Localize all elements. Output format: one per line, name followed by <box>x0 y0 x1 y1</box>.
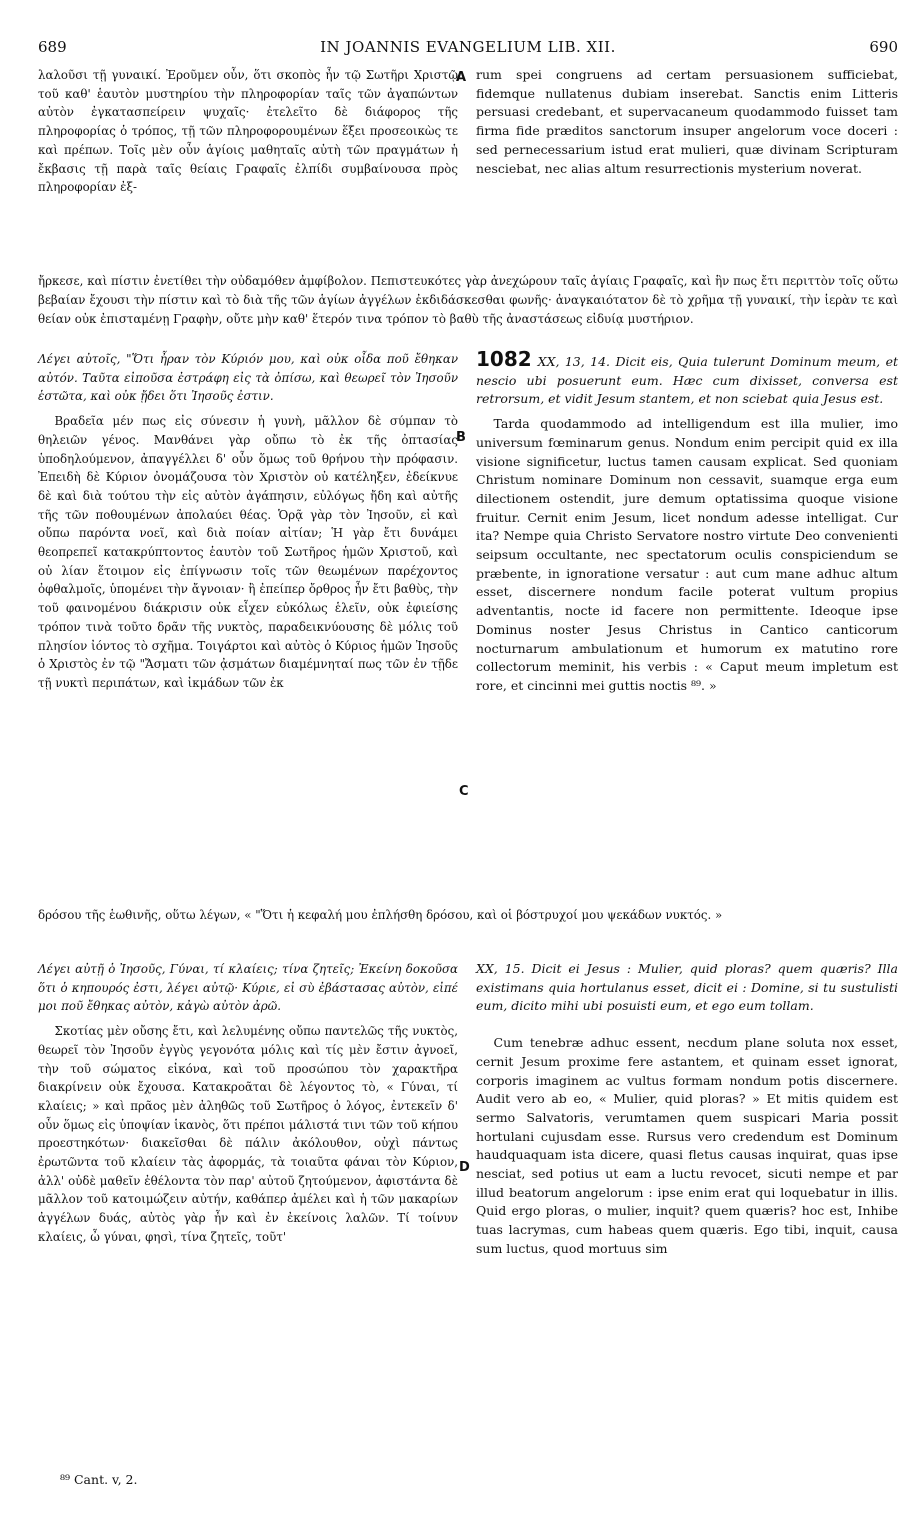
margin-mark-d: D <box>459 1160 470 1175</box>
page-number-right: 690 <box>869 38 898 56</box>
greek-paragraph: λαλοῦσι τῇ γυναικί. Ἐροῦμεν οὖν, ὅτι σκοπὸς ἦν τῷ Σωτῆρι Χριστῷ τοῦ καθ' ἑαυτὸν μυστηρίου τὴν πληροφορίαν ταῖς τῶν ἀγαπώντων αὐτὸν ἐγκατασπείρειν ψυχαῖς· ἐτελεῖτο δὲ διάφορος τῆς πληροφορίας ὁ τρόπος, τῇ τῶν πληροφορουμένων ἕξει προσεοικὼς τε καὶ πρέπων. Τοῖς μὲν οὖν ἁγίοις μαθηταῖς αὐτὴ τῶν πραγμάτων ἡ ἔκβασις τῇ παρὰ ταῖς θείαις Γραφαῖς ἐλπίδι συμβαίνουσα πρὸς πληροφορίαν ἐξ- <box>38 68 458 195</box>
running-title: IN JOANNIS EVANGELIUM LIB. XII. <box>320 38 616 56</box>
latin-commentary: Tarda quodammodo ad intelligendum est illa mulier, imo universum fœminarum genus. Nondum enim percipit quid ex illa visione significetur, luctus tamen causam explicat. Sed quoniam Christum nominare Dominum non cessavit, suamque erga eum dilectionem ostendit, jure demum optatissima quoque visione fruitur. Cernit enim Jesum, licet nondum adesse intelligat. Cur ita? Nempe quia Christo Servatore nostro virtute Deo convenienti seipsum occultante, nec spectatorum oculis conspiciendum se præbente, in ignoratione versatur : aut cum mane adhuc altum esset, discernere nondum facile poterat vultum propius adventantis, nocte id facere non permittente. Ideoque ipse Dominus noster Jesus Christus in Cantico canticorum nocturnarum ambulationum et humorum ex matutino rore collectorum meminit, his verbis : « Caput meum impletum est rore, et cincinni mei guttis noctis ⁸⁹. » <box>476 416 898 693</box>
greek-column-block3 <box>38 960 458 1247</box>
greek-commentary: Βραδεῖα μέν πως εἰς σύνεσιν ἡ γυνὴ, μᾶλλον δὲ σύμπαν τὸ θηλειῶν γένος. Μανθάνει γὰρ οὔπω τὸ ἐκ τῆς ὀπτασίας ὑποδηλούμενον, ἀπαγγέλλει δ' οὖν ὅμως τοῦ θρήνου τὴν πρόφασιν. Ἐπειδὴ δὲ Κύριον ὀνομάζουσα τὸν Χριστὸν οὐ κατέληξεν, ἐδείκνυε δὲ καὶ διὰ τούτου τὴν εἰς αὐτὸν ἀγάπησιν, εὐλόγως ἤδη καὶ αὐτῆς τῆς τῶν ποθουμένων ἀπολαύει θέας. Ὁρᾷ γὰρ τὸν Ἰησοῦν, εἰ καὶ οὔπω παρόντα νοεῖ, καὶ διὰ ποίαν αἰτίαν; Ἡ γὰρ ἔτι δυνάμει θεοπρεπεῖ κατακρύπτοντος ἑαυτὸν τοῦ Σωτῆρος ἡμῶν Χριστοῦ, καὶ οὐ λίαν ἕτοιμον εἰς ἐπίγνωσιν τοῖς τῶν θεωμένων παρέχοντος ὀφθαλμοῖς, ὑπομένει τὴν ἄγνοιαν· ἢ ἐπείπερ ὄρθρος ἦν ἔτι βαθὺς, τὴν τοῦ φαινομένου διάκρισιν οὐκ εἶχεν εὐκόλως ἑλεῖν, οὐκ ἐφιείσης τρόπον τινὰ τοῦτο δρᾶν τῆς νυκτὸς, παραδεικνύουσης δὲ μόλις τοῦ πλησίον ἰόντος τὸ σχῆμα. Τοιγάρτοι καὶ αὐτὸς ὁ Κύριος ἡμῶν Ἰησοῦς ὁ Χριστὸς ἐν τῷ "Ἄσματι τῶν ᾀσμάτων διαμέμνηταί πως τῶν ἐν τῇδε τῇ νυκτὶ περιπάτων, καὶ ἰκμάδων τῶν ἐκ <box>38 414 458 690</box>
latin-column-block1 <box>476 66 898 178</box>
latin-column-block2 <box>476 347 898 696</box>
footnote: ⁸⁹ Cant. v, 2. <box>60 1472 138 1487</box>
full-width-greek-1: ἤρκεσε, καὶ πίστιν ἐνετίθει τὴν οὐδαμόθεν ἀμφίβολον. Πεπιστευκότες γὰρ ἀνεχώρουν ταῖς ἁγίαις Γραφαῖς, καὶ ἣν πως ἔτι περιττὸν τοῖς οὕτω βεβαίαν ἔχουσι τὴν πίστιν καὶ τὸ διὰ τῆς τῶν ἁγίων ἀγγέλων ἐκδιδάσκεσθαι φωνῆς· ἀναγκαιότατον δὲ τὸ χρῆμα τῇ γυναικί, τὴν ἱερὰν τε καὶ θείαν οὐκ ἐπισταμένῃ Γραφὴν, οὔτε μὴν καθ' ἕτερόν τινα τρόπον τὸ βαθὺ τῆς ἀναστάσεως εἰδυίᾳ μυστήριον. <box>38 274 898 326</box>
margin-mark-c: C <box>459 784 469 799</box>
latin-lemma <box>476 347 898 409</box>
full-width-greek-2: δρόσου τῆς ἑωθινῆς, οὕτω λέγων, « "Ὅτι ἡ κεφαλή μου ἐπλήσθη δρόσου, καὶ οἱ βόστρυχοί μου ψεκάδων νυκτός. » <box>38 908 723 922</box>
latin-lemma-text: XX, 13, 14. Dicit eis, Quia tulerunt Dominum meum, et nescio ubi posuerunt eum. Hæc cum dixisset, conversa est retrorsum, et vidit Jesum stantem, et non sciebat quia Jesus est. <box>476 354 898 407</box>
latin-lemma: XX, 15. Dicit ei Jesus : Mulier, quid ploras? quem quæris? Illa existimans quia hortulanus esset, dicit ei : Domine, si tu sustulisti eum, dicito mihi ubi posuisti eum, et ego eum tollam. <box>476 961 898 1014</box>
margin-mark-b: B <box>456 430 466 445</box>
latin-commentary: Cum tenebræ adhuc essent, necdum plane soluta nox esset, cernit Jesum proxime fere astantem, et quinam esset ignorat, corporis imaginem ac vultus formam nondum potis discernere. Audit vero ab eo, « Mulier, quid ploras? » Et mitis quidem est sermo Salvatoris, verumtamen quem suspicari Maria possit hortulani cujusdam esse. Rursus vero credendum est Dominum haudquaquam ista dicere, quasi fletus causas inquirat, quas ipse nesciat, sed potius ut eam a luctu revocet, sicuti nempe et par illud beatorum angelorum : ipse enim erat qui loquebatur in illis. Quid ergo ploras, o mulier, inquit? quem quæris? hoc est, Inhibe tuas lacrymas, cum habeas quem quæris. Ego tibi, inquit, causa sum luctus, quod mortuus sim <box>476 1035 898 1256</box>
greek-lemma: Λέγει αὐτοῖς, "Ὅτι ἦραν τὸν Κύριόν μου, καὶ οὐκ οἶδα ποῦ ἔθηκαν αὐτόν. Ταῦτα εἰποῦσα ἐστράφη εἰς τὰ ὀπίσω, καὶ θεωρεῖ τὸν Ἰησοῦν ἑστῶτα, καὶ οὐκ ᾔδει ὅτι Ἰησοῦς ἐστιν. <box>38 352 458 404</box>
page-header <box>38 38 898 60</box>
latin-column-block3 <box>476 960 898 1259</box>
margin-mark-a: A <box>456 70 467 85</box>
greek-commentary: Σκοτίας μὲν οὔσης ἔτι, καὶ λελυμένης οὔπω παντελῶς τῆς νυκτὸς, θεωρεῖ τὸν Ἰησοῦν ἐγγὺς γεγονότα μόλις καὶ τίς μὲν ἔστιν ἀγνοεῖ, τὴν τοῦ σώματος εἰκόνα, καὶ τοῦ προσώπου τὸν χαρακτῆρα διακρίνειν οὐκ ἔχουσα. Κατακροᾶται δὲ λέγοντος τὸ, « Γύναι, τί κλαίεις; » καὶ πρᾶος μὲν ἀληθῶς τοῦ Σωτῆρος ὁ λόγος, ἐντεκεῖν δ' οὖν ὅμως εἰς ὑποψίαν ἱκανὸς, ὅτι πρέποι μάλιστά τινι τῶν τοῦ κήπου προεστηκότων· διακεῖσθαι δὲ πάλιν ἀκόλουθον, οὐχὶ πάντως ἐρωτῶντα τοῦ κλαίειν τὰς ἀφορμάς, τὰ τοιαῦτα φάναι τὸν Κύριον, ἀλλ' οὐδὲ μαθεῖν ἐθέλοντα τὸν παρ' αὐτοῦ ζητούμενον, ἀφιστάντα δὲ μᾶλλον τοῦ κατοιμώζειν αὐτήν, καθάπερ ἀμέλει καὶ ἡ τῶν μακαρίων ἀγγέλων δυάς, αὐτὸς γὰρ ἦν καὶ ἐν ἐκείνοις λαλῶν. Τί τοίνυν κλαίεις, ὦ γύναι, φησὶ, τίνα ζητεῖς, τοῦτ' <box>38 1024 458 1244</box>
greek-column-block1 <box>38 66 458 197</box>
greek-lemma: Λέγει αὐτῇ ὁ Ἰησοῦς, Γύναι, τί κλαίεις; τίνα ζητεῖς; Ἐκείνη δοκοῦσα ὅτι ὁ κηπουρός ἐστι, λέγει αὐτῷ· Κύριε, εἰ σὺ ἐβάστασας αὐτὸν, εἰπέ μοι ποῦ ἔθηκας αὐτὸν, κἀγὼ αὐτὸν ἀρῶ. <box>38 962 458 1014</box>
section-number: 1082 <box>476 347 532 371</box>
greek-column-block2 <box>38 350 458 693</box>
latin-paragraph: rum spei congruens ad certam persuasionem sufficiebat, fidemque nullatenus dubiam inserebat. Sanctis enim Litteris persuasi credebant, et supervacaneum quodammodo fuisset tam firma fide præditos sanctorum insuper angelorum voce doceri : sed pernecessarium istud erat mulieri, quæ divinam Scripturam nesciebat, nec alias altum resurrectionis mysterium noverat. <box>476 67 898 176</box>
page-number-left: 689 <box>38 38 67 56</box>
